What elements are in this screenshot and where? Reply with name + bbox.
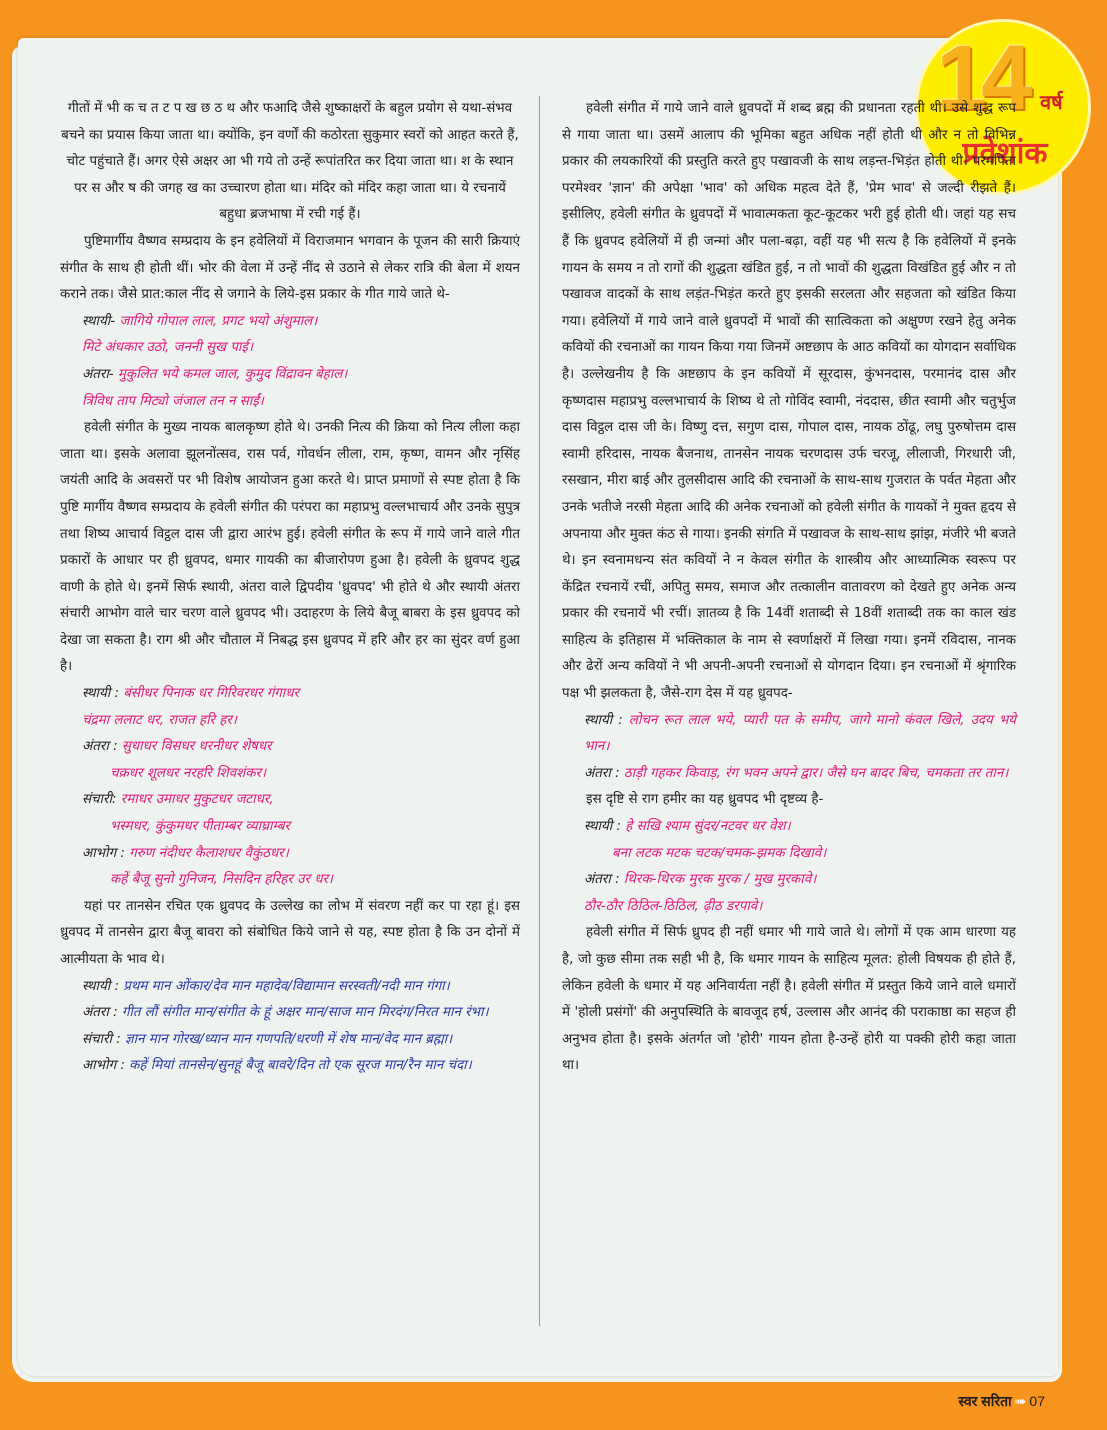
verse-label: संचारी: [82, 792, 117, 808]
paragraph: हवेली संगीत के मुख्य नायक बालकृष्ण होते थे। उनकी नित्य की क्रिया को नित्य लीला कहा जाता था। इसके अलावा झूलनोंत्सव, रास पर्व, गोवर्धन लीला, राम, कृष्ण, वामन और नृसिंह जयंती आदि के अवसरों पर भी विशेष आयोजन हुआ करते थे। प्राप्त प्रमाणों से स्पष्ट होता है कि पुष्टि मार्गीय वैष्णव सम्प्रदाय के हवेली संगीत की परंपरा का महाप्रभु वल्लभाचार्य और उनके सुपुत्र तथा शिष्य आचार्य विट्ठल दास जी द्वारा आरंभ हुई। हवेली संगीत के रूप में गाये जाने वाले गीत प्रकारों के आधार पर ही ध्रुवपद, धमार गायकी का बीजारोपण हुआ है। हवेली के ध्रुवपद शुद्ध वाणी के होते थे। इनमें सिर्फ स्थायी, अंतरा वाले द्विपदीय 'ध्रुवपद' भी होते थे और स्थायी अंतरा संचारी आभोग वाले चार चरण वाले ध्रुवपद भी। उदाहरण के लिये बैजू बाबरा के इस ध्रुवपद को देखा जा सकता है। राग श्री और चौताल में निबद्ध इस ध्रुवपद में हरि और हर का सुंदर वर्ण हुआ है। [60, 420, 520, 675]
verse-label: अंतरा : [584, 765, 620, 781]
verse-line: ज्ञान मान गोरख/ध्यान मान गणपति/धरणी में शेष मान/वेद मान ब्रह्मा। [125, 1031, 453, 1047]
verse-line: लोचन रूत लाल भये, प्यारी पत के समीप, जागे मानो कंवल खिले, उदय भये भान। [584, 712, 1016, 755]
verse-line: प्रथम मान ओंकार/देव मान महादेव/विद्यामान सरस्वती/नदी मान गंगा। [123, 978, 450, 994]
verse-label: स्थायी : [584, 712, 623, 728]
verse-label: संचारी : [82, 1031, 121, 1047]
paragraph: हवेली संगीत में सिर्फ ध्रुपद ही नहीं धमार भी गाये जाते थे। लोगों में एक आम धारणा यह है, जो कुछ सीमा तक सही भी है, कि धमार गायन के साहित्य मूलत: होली विषयक ही होते हैं, लेकिन हवेली के धमार में यह अनिवार्यता नहीं है। हवेली संगीत में प्रस्तुत किये जाने वाले धमारों में 'होली प्रसंगों' की अनुपस्थिति के बावजूद हर्ष, उल्लास और आनंद की पराकाष्ठा का सहज ही अनुभव होता है। इसके अंतर्गत जो 'होरी' गायन होता है-उन्हें होरी या पक्की होरी कहा जाता था। [562, 925, 1016, 1074]
verse-label: आभोग : [82, 1058, 125, 1074]
verse-line: गरुण नंदीधर कैलाशधर वैकुंठधर। [129, 845, 289, 861]
verse-line: ठाड़ी गहकर किवाड़, रंग भवन अपने द्वार। जैसे घन बादर बिच, चमकता तर तान। [623, 765, 1009, 781]
verse-line: थिरक-थिरक मुरक मुरक / मुख मुरकावे। [623, 872, 817, 888]
verse-label: अंतरा : [82, 1005, 118, 1021]
page-number: 07 [1029, 1393, 1045, 1409]
verse-label: अंतरा : [584, 872, 620, 888]
paragraph: पुष्टिमार्गीय वैष्णव सम्प्रदाय के इन हवेलियों में विराजमान भगवान के पूजन की सारी क्रियाएं संगीत के साथ ही होती थीं। भोर की वेला में उन्हें नींद से उठाने से लेकर रात्रि की बेला में शयन कराने तक। जैसे प्रात:काल नींद से जगाने के लिये-इस प्रकार के गीत गाये जाते थे- [60, 233, 520, 303]
verse-line: जागिये गोपाल लाल, प्रगट भयो अंशुमाल। [119, 313, 318, 329]
verse-line: कहें मियां तानसेन/सुनहूं बैजू बावरे/दिन तो एक सूरज मान/रैन मान चंदा। [129, 1058, 472, 1074]
verse-label: अंतरा- [82, 366, 114, 382]
paragraph: इस दृष्टि से राग हमीर का यह ध्रुवपद भी दृष्टव्य है- [586, 792, 824, 808]
verse-line: त्रिविध ताप मिट्यो जंजाल तन न साईं। [82, 393, 264, 409]
page-footer [958, 1392, 1045, 1411]
paragraph: गीतों में भी क च त ट प ख छ ठ थ और फआदि जैसे शुष्काक्षरों के बहुल प्रयोग से यथा-संभव बचने का प्रयास किया जाता था। क्योंकि, इन वर्णों की कठोरता सुकुमार स्वरों को आहत करते हैं, चोट पहुंचाते हैं। अगर ऐसे अक्षर आ भी गये तो उन्हें रूपांतरित कर दिया जाता था। श के स्थान पर स और ष की जगह ख का उच्चारण होता था। मंदिर को मंदिर कहा जाता था। ये रचनायें बहुधा ब्रजभाषा में रची गई हैं। [61, 101, 519, 223]
badge-suffix: वर्ष [1040, 90, 1063, 114]
verse-label: आभोग : [82, 845, 125, 861]
verse-label: स्थायी : [82, 978, 119, 994]
verse-label: अंतरा : [82, 739, 118, 755]
verse-line: मिटे अंधकार उठो, जननी सुख पाई। [82, 340, 254, 356]
verse-line: रमाधर उमाधर मुकुटधर जटाधर, [120, 792, 274, 808]
verse-line: बंसीधर पिनाक धर गिरिवरधर गंगाधर [123, 686, 299, 702]
paragraph: यहां पर तानसेन रचित एक ध्रुवपद के उल्लेख का लोभ में संवरण नहीं कर पा रहा हूं। इस ध्रुवपद में तानसेन द्वारा बैजू बावरा को संबोधित किये जाने से यह, स्पष्ट होता है कि उन दोनों में आत्मीयता के भाव थे। [60, 898, 520, 967]
verse-line: भस्मधर, कुंकुमधर पीताम्बर व्याघ्राम्बर [110, 819, 290, 835]
badge-word: प्रवेशांक [962, 136, 1048, 171]
verse-label: स्थायी : [584, 819, 621, 835]
left-column [60, 96, 520, 1080]
verse-label: स्थायी : [82, 686, 119, 702]
verse-line: बना लटक मटक चटक/चमक-झमक दिखावे। [612, 845, 827, 861]
verse-line: हे सखि श्याम सुंदर/नटवर धर वेश। [625, 819, 791, 835]
verse-line: चक्रधर शूलधर नरहरि शिवशंकर। [110, 765, 267, 781]
verse-line: सुधाधर विसधर धरनीधर शेषधर [121, 739, 272, 755]
verse-line: ठौर-ठौर ठिठिल-ठिठिल, ढ़ीठ डरपावे। [584, 898, 763, 914]
magazine-name: स्वर सरिता [958, 1393, 1012, 1409]
arrow-icon: ➠ [1014, 1393, 1027, 1409]
right-column [562, 96, 1016, 1080]
paragraph: हवेली संगीत में गाये जाने वाले ध्रुवपदों में शब्द ब्रह्म की प्रधानता रहती थी। उसे शुद्ध रूप से गाया जाता था। उसमें आलाप की भूमिका बहुत अधिक नहीं होती थी और न तो विभिन्न प्रकार की लयकारियों की प्रस्तुति करते हुए पखावजी के साथ लड़न्त-भिड़ंत होती थी। परमपिता परमेश्वर 'ज्ञान' की अपेक्षा 'भाव' को अधिक महत्व देते हैं, 'प्रेम भाव' से जल्दी रीझते हैं। इसीलिए, हवेली संगीत के ध्रुवपदों में भावात्मकता कूट-कूटकर भरी हुई होती थी। जहां यह सच हैं कि ध्रुवपद हवेलियों में ही जन्मां और पला-बढ़ा, वहीं यह भी सत्य है कि हवेलियों में इनके गायन के समय न तो रागों की शुद्धता खंडित हुई, न तो भावों की शुद्धता विखंडित हुई और न तो पखावज वादकों के साथ लड़ंत-भिड़ंत करते हुए इसकी सरलता और सहजता को खंडित किया गया। हवेलियों में गाये जाने वाले ध्रुवपदों में भावों की सात्विकता को अक्षुण्ण रखने हेतु अनेक कवियों की रचनाओं का गायन किया गया जिनमें अष्टछाप के आठ कवियों का योगदान सर्वाधिक है। उल्लेखनीय है कि अष्टछाप के इन कवियों में सूरदास, कुंभनदास, परमानंद दास और कृष्णदास महाप्रभु वल्लभाचार्य के शिष्य थे तो गोविंद स्वामी, नंददास, छीत स्वामी और चतुर्भुज दास विट्ठल दास जी के। विष्णु दत्त, सगुण दास, गोपाल दास, नायक ठोंढू, लघु पुरुषोत्तम दास स्वामी हरिदास, नायक बैजनाथ, तानसेन नायक चरणदास उर्फ चरजू, लीलाजी, गिरधारी जी, रसखान, मीरा बाई और तुलसीदास आदि की रचनाओं के साथ-साथ गुजरात के पर्वत मेहता और उनके भतीजे नरसी मेहता आदि की अनेक रचनाओं को हवेली संगीत के गायकों ने मुक्त हृदय से अपनाया और मुक्त कंठ से गाया। इनकी संगति में पखावज के साथ-साथ झांझ, मंजीरे भी बजते थे। इन स्वनामधन्य संत कवियों ने न केवल संगीत के शास्त्रीय और आध्यात्मिक स्वरूप पर केंद्रित रचनायें रचीं, अपितु समय, समाज और तत्कालीन वातावरण को देखते हुए अनेक अन्य प्रकार की रचनायें भी रचीं। ज्ञातव्य है कि 14वीं शताब्दी से 18वीं शताब्दी तक का काल खंड साहित्य के इतिहास में भक्तिकाल के नाम से स्वर्णाक्षरों में लिखा गया। इनमें रविदास, नानक और ढेरों अन्य कवियों ने भी अपनी-अपनी रचनाओं से योगदान दिया। इन रचनाओं में श्रृंगारिक पक्ष भी झलकता है, जैसे-राग देस में यह ध्रुवपद- [562, 101, 1016, 702]
verse-line: चंद्रमा ललाट धर, राजत हरि हर। [82, 712, 237, 728]
verse-line: कहें बैजू सुनो गुनिजन, निसदिन हरिहर उर धर। [110, 872, 333, 888]
verse-label: स्थायी- [82, 313, 116, 329]
verse-line: गीत लौं संगीत मान/संगीत के हूं अक्षर मान/साज मान मिरदंग/निरत मान रंभा। [121, 1005, 489, 1021]
column-divider [539, 96, 540, 1326]
verse-line: मुकुलित भये कमल जाल, कुमुद विंद्रावन बेहाल। [117, 366, 348, 382]
badge-number: 14 [936, 27, 1027, 129]
